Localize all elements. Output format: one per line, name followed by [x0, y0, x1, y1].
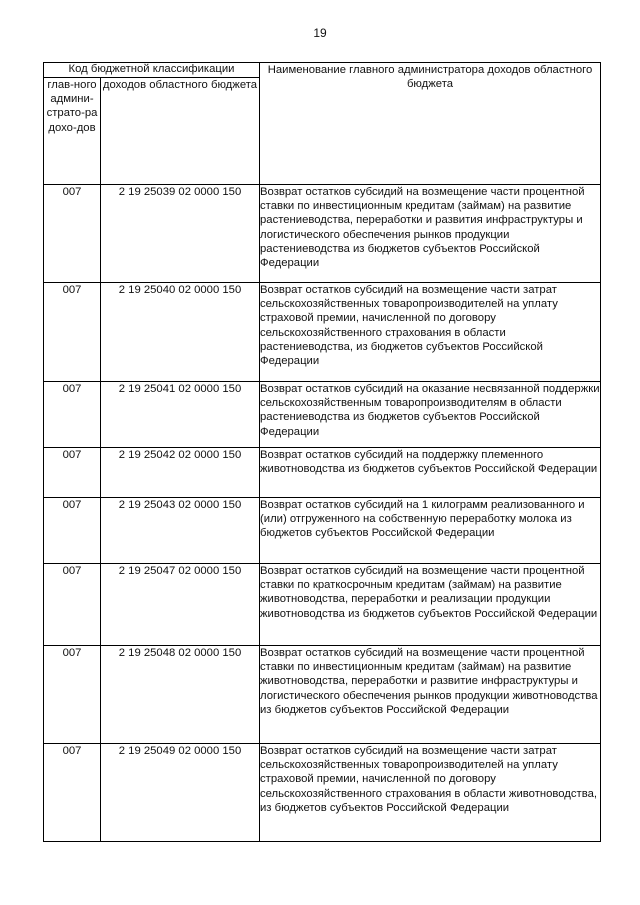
budget-classification-table: [43, 62, 601, 842]
table-row: [44, 744, 601, 842]
income-name-cell: Возврат остатков субсидий на поддержку племенного животноводства из бюджетов субъектов Российской Федерации: [260, 448, 601, 498]
income-name-cell: Возврат остатков субсидий на возмещение части процентной ставки по краткосрочным кредитам (займам) на развитие животноводства, переработки и реализации продукции животноводства из бюджетов субъектов Российской Федерации: [260, 564, 601, 646]
budget-code-cell: 2 19 25047 02 0000 150: [101, 564, 260, 646]
table-row: [44, 382, 601, 448]
administrator-name-header: Наименование главного администратора доходов областного бюджета: [260, 63, 601, 185]
admin-code-cell: 007: [44, 448, 101, 498]
income-name-cell: Возврат остатков субсидий на возмещение части затрат сельскохозяйственных товаропроизводителей на уплату страховой премии, начисленной по договору сельскохозяйственного страхования в области растениеводства, из бюджетов субъектов Российской Федерации: [260, 283, 601, 382]
budget-code-cell: 2 19 25042 02 0000 150: [101, 448, 260, 498]
income-name-cell: Возврат остатков субсидий на оказание несвязанной поддержки сельскохозяйственным товаропроизводителям в области растениеводства из бюджетов субъектов Российской Федерации: [260, 382, 601, 448]
admin-code-cell: 007: [44, 283, 101, 382]
admin-code-cell: 007: [44, 564, 101, 646]
budget-code-cell: 2 19 25039 02 0000 150: [101, 185, 260, 283]
table-row: [44, 185, 601, 283]
admin-code-cell: 007: [44, 185, 101, 283]
admin-code-cell: 007: [44, 646, 101, 744]
budget-code-cell: 2 19 25041 02 0000 150: [101, 382, 260, 448]
administrator-code-header: глав-ного админи-страто-ра дохо-дов: [44, 78, 101, 185]
table-row: [44, 564, 601, 646]
income-name-cell: Возврат остатков субсидий на возмещение части процентной ставки по инвестиционным кредитам (займам) на развитие животноводства, переработки и развитие инфраструктуры и логистического обеспечения рынков продукции животноводства из бюджетов субъектов Российской Федерации: [260, 646, 601, 744]
income-name-cell: Возврат остатков субсидий на возмещение части процентной ставки по инвестиционным кредитам (займам) на развитие растениеводства, переработки и развития инфраструктуры и логистического обеспечения рынков продукции растениеводства из бюджетов субъектов Российской Федерации: [260, 185, 601, 283]
budget-code-cell: 2 19 25043 02 0000 150: [101, 498, 260, 564]
table-row: [44, 283, 601, 382]
page-number: 19: [313, 26, 327, 40]
income-name-cell: Возврат остатков субсидий на 1 килограмм реализованного и (или) отгруженного на собственную переработку молока из бюджетов субъектов Российской Федерации: [260, 498, 601, 564]
admin-code-cell: 007: [44, 744, 101, 842]
budget-code-cell: 2 19 25040 02 0000 150: [101, 283, 260, 382]
table-row: [44, 646, 601, 744]
table-row: [44, 448, 601, 498]
income-code-header: доходов областного бюджета: [101, 78, 260, 185]
budget-code-cell: 2 19 25048 02 0000 150: [101, 646, 260, 744]
admin-code-cell: 007: [44, 382, 101, 448]
table-row: [44, 498, 601, 564]
income-name-cell: Возврат остатков субсидий на возмещение части затрат сельскохозяйственных товаропроизводителей на уплату страховой премии, начисленной по договору сельскохозяйственного страхования в области животноводства, из бюджетов субъектов Российской Федерации: [260, 744, 601, 842]
classification-group-header: Код бюджетной классификации: [44, 63, 260, 78]
admin-code-cell: 007: [44, 498, 101, 564]
budget-code-cell: 2 19 25049 02 0000 150: [101, 744, 260, 842]
